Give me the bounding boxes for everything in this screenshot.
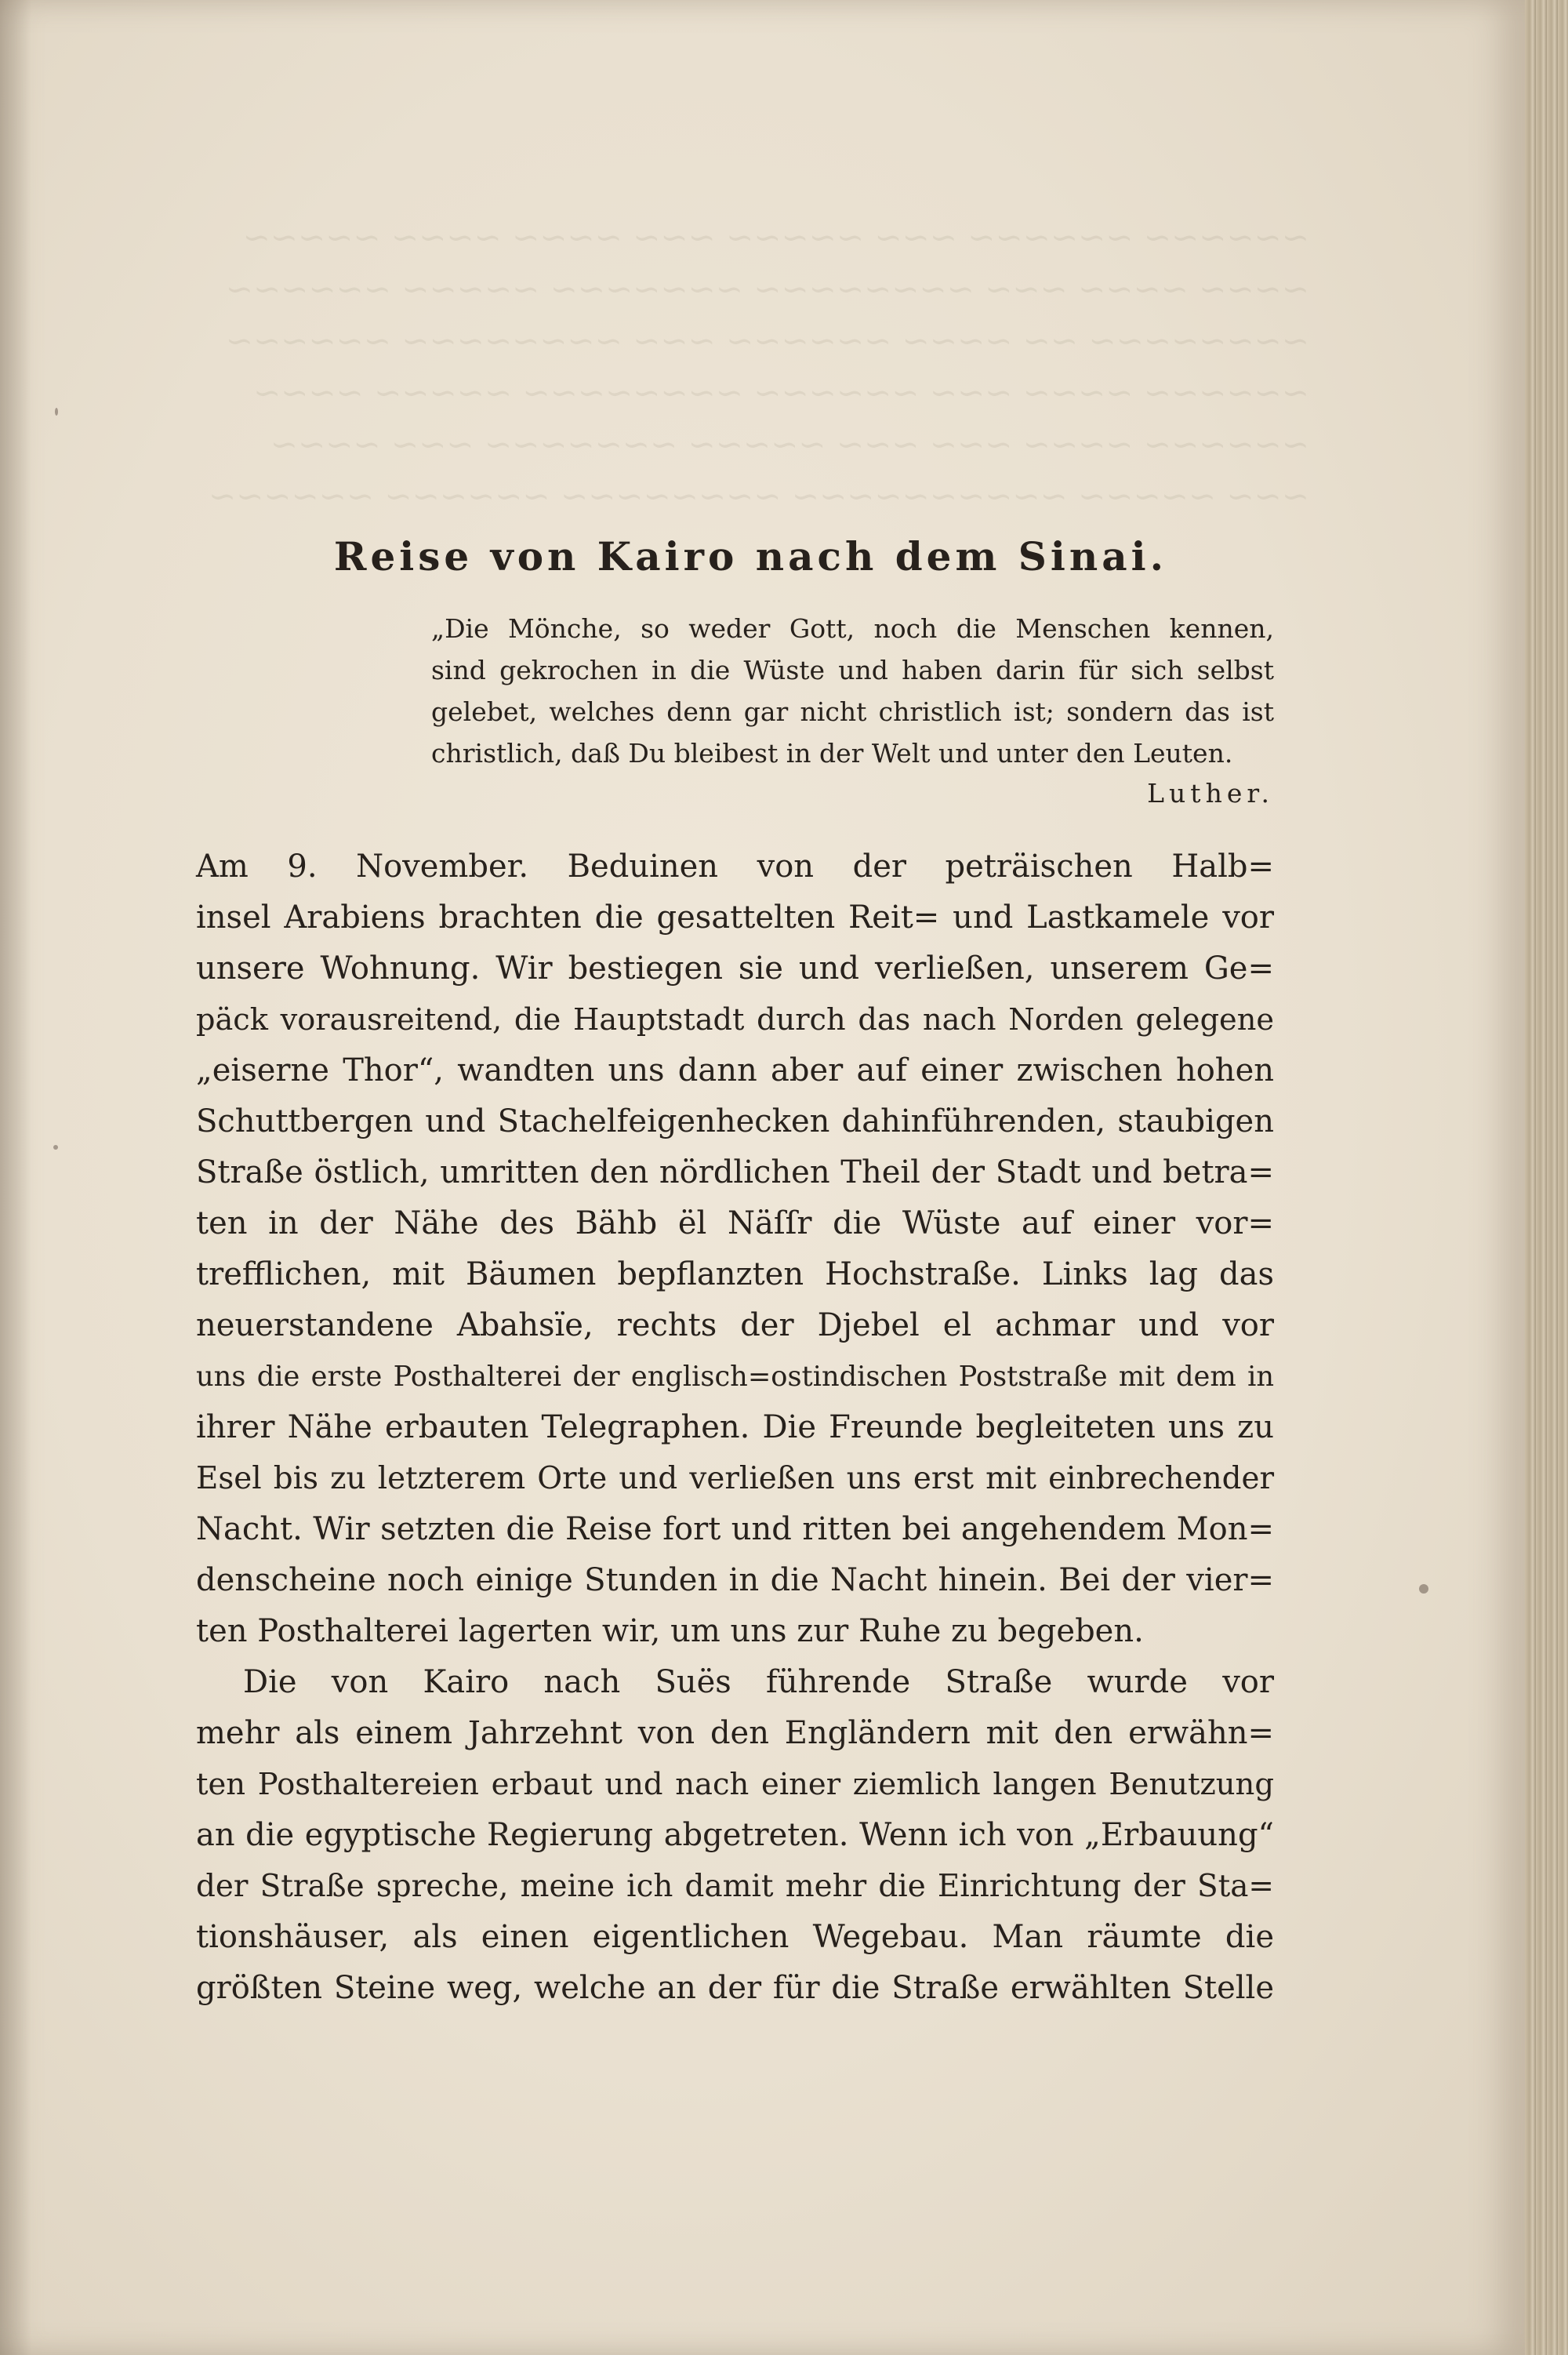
text-line: Schuttbergen und Stachelfeigenhecken dahinführenden, staubigen [196,1103,1274,1139]
body-text [196,841,1274,2014]
text-line: Straße östlich, umritten den nördlichen Theil der Stadt und betra= [196,1154,1274,1190]
text-line: denscheine noch einige Stunden in die Nacht hinein. Bei der vier= [196,1562,1274,1598]
text-line: trefflichen, mit Bäumen bepflanzten Hochstraße. Links lag das [196,1256,1274,1292]
text-block [196,533,1274,2014]
text-line: mehr als einem Jahrzehnt von den Engländern mit den erwähn= [196,1715,1274,1751]
epigraph [431,608,1274,774]
margin-tick [55,408,58,416]
text-line: der Straße spreche, meine ich damit mehr die Einrichtung der Sta= [196,1869,1274,1904]
text-line: „eiserne Thor“, wandten uns dann aber auf einer zwischen hohen [196,1052,1274,1088]
text-line: uns die erste Posthalterei der englisch=ostindischen Poststraße mit dem in [196,1361,1274,1393]
paragraph [196,1657,1274,2014]
text-line: päck vorausreitend, die Hauptstadt durch das nach Norden gelegene [196,1002,1274,1038]
text-line: an die egyptische Regierung abgetreten. Wenn ich von „Erbauung“ [196,1817,1274,1853]
gutter-shadow [0,0,31,2355]
text-line: Am 9. November. Beduinen von der peträischen Halb= [196,849,1274,885]
text-line: neuerstandene Abahsïe, rechts der Djebel el achmar und vor [196,1307,1274,1343]
epigraph-line: gelebet, welches denn gar nicht christlich ist; sondern das ist [431,696,1274,727]
text-line: unsere Wohnung. Wir bestiegen sie und verließen, unserem Ge= [196,950,1274,987]
epigraph-line: christlich, daß Du bleibest in der Welt und unter den Leuten. [431,738,1233,769]
epigraph-line: „Die Mönche, so weder Gott, noch die Menschen kennen, [431,613,1274,644]
text-line: Nacht. Wir setzten die Reise fort und ritten bei angehendem Mon= [196,1511,1274,1547]
text-line: Die von Kairo nach Suës führende Straße wurde vor [243,1664,1274,1700]
text-line: insel Arabiens brachten die gesattelten Reit= und Lastkamele vor [196,899,1274,936]
bleed-through-text: ~~~~~~ ~~~~~~ ~~~ ~~~~~ ~~~ ~~~~ ~~~~ ~~~~~ ~~~~ ~~~~ ~~~ ~~~~~~~~ ~~~~~~~ ~~~~~ ~~~~~~ ~~~~~~~~ ~~ ~~~~ ~~~~~~ ~~~ ~~~~~~~~ ~~~~~~ ~~~~~~ ~~~~ ~~~ ~~~~~~ ~~~~~~~~ ~~~~~ ~~~~ ~~~~~~ ~~~~ ~~~ ~~~ ~~~~~ ~~~~~~~ ~~~ ~~~~ ~~~ ~~~~~ ~~~~~~~~~~ ~~~~~~~~ ~~~~~~ ~~~~~~ [208,218,1309,515]
text-line: tionshäuser, als einen eigentlichen Wegebau. Man räumte die [196,1919,1274,1955]
ink-speck [1419,1584,1428,1594]
text-line: Esel bis zu letzterem Orte und verließen uns erst mit einbrechender [196,1461,1274,1496]
text-line: ten Posthaltereien erbaut und nach einer ziemlich langen Benutzung [196,1767,1274,1802]
epigraph-line: sind gekrochen in die Wüste und haben darin für sich selbst [431,655,1274,685]
text-line: ihrer Nähe erbauten Telegraphen. Die Freunde begleiteten uns zu [196,1409,1274,1445]
epigraph-attribution: Luther. [1147,778,1274,809]
text-line: größten Steine weg, welche an der für die Straße erwählten Stelle [196,1970,1274,2006]
text-line: ten in der Nähe des Bähb ël Näſſr die Wüste auf einer vor= [196,1205,1274,1241]
text-line: ten Posthalterei lagerten wir, um uns zur Ruhe zu begeben. [196,1613,1144,1649]
paragraph [196,841,1274,1657]
page-edge [1525,0,1568,2355]
margin-tick [53,1145,58,1150]
chapter-title: Reise von Kairo nach dem Sinai. [333,533,1168,580]
